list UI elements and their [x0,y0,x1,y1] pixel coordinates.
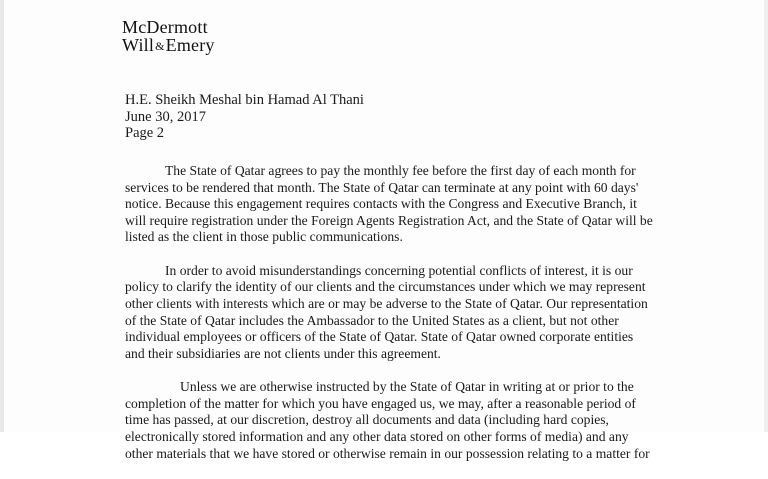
page-edge-left [0,0,4,432]
paragraph-line: services to be rendered that month. The State of Qatar can terminate at any point with 60 days' [125,179,639,195]
logo-ampersand: & [155,39,165,53]
paragraph-line: will require registration under the Foreign Agents Registration Act, and the State of Qatar will be [125,212,653,228]
paragraph-line: notice. Because this engagement requires contacts with the Congress and Executive Branch, it [125,196,637,212]
paragraph-line: time has passed, at our discretion, destroy all documents and data (including hard copies, [125,412,609,428]
paragraph-line: completion of the matter for which you have engaged us, we may, after a reasonable period of [125,395,636,411]
addressee-name: H.E. Sheikh Meshal bin Hamad Al Thani [125,92,364,108]
addressee-block [125,92,364,142]
logo-line-1: McDermott [122,17,208,37]
logo-word-will: Will [122,35,155,55]
paragraph-line: individual employees or officers of the State of Qatar. State of Qatar owned corporate entities [125,329,634,345]
paragraph-line: listed as the client in those public communications. [125,229,403,245]
paragraph-line: electronically stored information and any other data stored on other forms of media) and any [125,428,629,444]
paragraph-line: Unless we are otherwise instructed by the State of Qatar in writing at or prior to the [180,379,634,395]
paragraph-line: and their subsidiaries are not clients under this agreement. [125,345,441,361]
letter-date: June 30, 2017 [125,108,206,125]
paragraph-line: The State of Qatar agrees to pay the monthly fee before the first day of each month for [165,163,636,178]
paragraph-documents [125,379,650,462]
letter-body [125,163,653,479]
paragraph-line: other clients with interests which are or may be adverse to the State of Qatar. Our representation [125,295,648,311]
paragraph-fees [125,163,653,246]
paragraph-line: In order to avoid misunderstandings concerning potential conflicts of interest, it is our [165,262,633,278]
paragraph-line: other materials that we have stored or otherwise remain in our possession relating to a matter for [125,445,650,461]
logo-line-2 [122,36,215,55]
page-edge-right [764,0,768,432]
paragraph-line: policy to clarify the identity of our clients and the circumstances under which we may represent [125,279,646,295]
page-number: Page 2 [125,125,165,141]
firm-logo [122,18,215,55]
paragraph-line: of the State of Qatar includes the Ambassador to the United States as a client, but not other [125,312,619,328]
paragraph-conflicts [125,262,648,363]
logo-word-emery: Emery [165,35,215,55]
